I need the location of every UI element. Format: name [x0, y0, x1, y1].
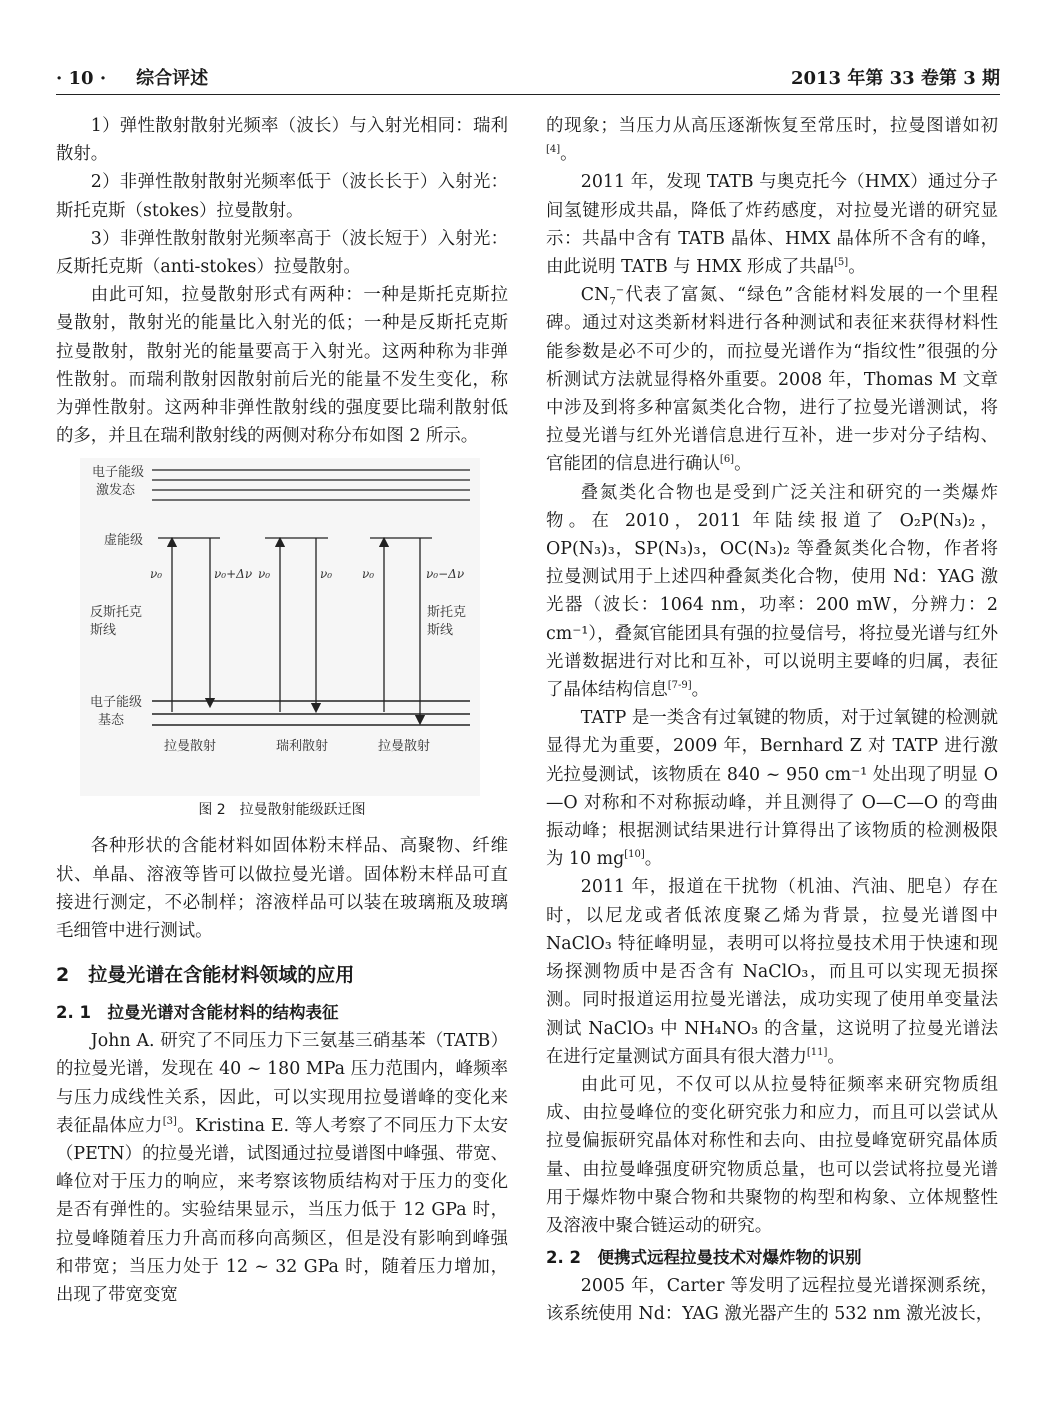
citation: [4]	[546, 144, 561, 156]
text-span: 。	[691, 680, 710, 701]
text-span: 。	[848, 257, 866, 278]
text-span: CN	[580, 285, 610, 306]
paragraph	[56, 1027, 508, 1309]
label-raman-scattering: 拉曼散射	[164, 739, 217, 755]
label-anti-stokes: 反斯托克	[90, 605, 143, 621]
text-span: 。	[560, 144, 578, 165]
citation: [3]	[162, 1116, 177, 1128]
nu0-label: ν₀	[362, 567, 375, 582]
figure-caption: 图 2 拉曼散射能级跃迁图	[198, 802, 366, 819]
label-rayleigh-scattering: 瑞利散射	[276, 739, 329, 755]
label-stokes: 斯托克	[427, 605, 467, 621]
figure-2	[56, 458, 508, 796]
paragraph: 2005 年，Carter 等发明了远程拉曼光谱探测系统，该系统使用 Nd：YAG 激光器产生的 532 nm 激光波长，	[546, 1276, 998, 1325]
left-column	[56, 112, 508, 1309]
label-ground-state: 基态	[98, 713, 125, 729]
nu0-label: ν₀	[150, 567, 163, 582]
label-electronic-level-ground: 电子能级	[90, 695, 143, 711]
text-span: 。	[827, 1046, 845, 1067]
paragraph	[546, 704, 998, 873]
paragraph: 由此可见，不仅可以从拉曼特征频率来研究物质组成、由拉曼峰位的变化研究张力和应力，而且可以尝试从拉曼偏振研究晶体对称性和去向、由拉曼峰宽研究晶体质量、由拉曼峰强度研究物质总量，也可以尝试将拉曼光谱用于爆炸物中聚合物和共聚物的构型和构象、立体规整性及溶液中聚合链运动的研究。	[546, 1074, 998, 1236]
right-column	[546, 112, 998, 1329]
label-electronic-level: 电子能级	[92, 465, 145, 481]
page-header	[56, 58, 1000, 95]
citation: [7-9]	[667, 680, 692, 692]
text-span: 代表了富氮、“绿色”含能材料发展的一个里程碑。通过对这类新材料进行各种测试和表征来获得材料性能参数是必不可少的，而拉曼光谱作为“指纹性”很强的分析测试方法就显得格外重要。2008 年，Thomas M 文章中涉及到将多种富氮类化合物，进行了拉曼光谱测试，将拉曼光谱与红外光谱信息进行互补，进一步对分子结构、官能团的信息进行确认	[546, 285, 998, 475]
text-span: John A. 研究了不同压力下三氨基三硝基苯（TATB）的拉曼光谱，发现在 40 ~ 180 MPa 压力范围内，峰频率与压力成线性关系，因此，可以实现用拉曼谱峰的变化来表征晶体应力	[56, 1031, 508, 1136]
nu-plus-label: ν₀+Δν	[214, 567, 253, 582]
citation: [5]	[834, 257, 849, 269]
paragraph: 各种形状的含能材料如固体粉末样品、高聚物、纤维状、单晶、溶液等皆可以做拉曼光谱。固体粉末样品可直接进行测定，不必制样；溶液样品可以装在玻璃瓶及玻璃毛细管中进行测试。	[56, 836, 508, 942]
subsection-heading: 2. 1 拉曼光谱对含能材料的结构表征	[56, 1003, 339, 1023]
subsection-heading: 2. 2 便携式远程拉曼技术对爆炸物的识别	[546, 1248, 862, 1268]
paragraph: 由此可知，拉曼散射形式有两种：一种是斯托克斯拉曼散射，散射光的能量比入射光的低；一种是反斯托克斯拉曼散射，散射光的能量要高于入射光。这两种称为非弹性散射。而瑞利散射因散射前后光的能量不发生变化，称为弹性散射。这两种非弹性散射线的强度要比瑞利散射低的多，并且在瑞利散射线的两侧对称分布如图 2 所示。	[56, 285, 508, 447]
text-span: 。	[644, 849, 663, 870]
label-excited-state: 激发态	[96, 483, 136, 499]
label-anti-stokes-line: 斯线	[90, 623, 117, 639]
text-span: TATP 是一类含有过氧键的物质，对于过氧键的检测就显得尤为重要，2009 年，Bernhard Z 对 TATP 进行激光拉曼测试，该物质在 840 ~ 950 cm⁻¹ 处出现了明显 O—O 对称和不对称振动峰，并且测得了 O—C—O 的弯曲振动峰；根据测试结果进行计算得出了该物质的检测极限为 10 mg	[546, 708, 998, 870]
superscript: −	[615, 285, 625, 297]
citation: [6]	[719, 454, 735, 466]
nu0-label: ν₀	[258, 567, 271, 582]
page-number: · 10 ·	[56, 68, 107, 89]
label-stokes-line: 斯线	[427, 623, 454, 639]
text-span: 2011 年，报道在干扰物（机油、汽油、肥皂）存在时，以尼龙或者低浓度聚乙烯为背景，拉曼光谱图中 NaClO₃ 特征峰明显，表明可以将拉曼技术用于快速和现场探测物质中是否含有 NaClO₃，而且可以实现无损探测。同时报道运用拉曼光谱法，成功实现了使用单变量法测试 NaClO₃ 中 NH₄NO₃ 的含量，这说明了拉曼光谱法在进行定量测试方面具有很大潜力	[546, 877, 998, 1067]
subscript: 7	[609, 296, 616, 308]
section-title: 综合评述	[136, 68, 209, 89]
header-left	[56, 64, 208, 90]
text-span: 。	[734, 454, 752, 475]
paragraph	[546, 479, 998, 705]
text-span: 叠氮类化合物也是受到广泛关注和研究的一类爆炸物。在 2010，2011 年陆续报道了 O₂P(N₃)₂，OP(N₃)₃，SP(N₃)₃，OC(N₃)₂ 等叠氮类化合物，作者将拉曼测试用于上述四种叠氮类化合物，使用 Nd：YAG 激光器（波长：1064 nm，功率：200 mW，分辨力：2 cm⁻¹），叠氮官能团具有强的拉曼信号，将拉曼光谱与红外光谱数据进行对比和互补，可以说明主要峰的归属，表征了晶体结构信息	[546, 482, 998, 701]
paragraph: 2）非弹性散射散射光频率低于（波长长于）入射光：斯托克斯（stokes）拉曼散射。	[56, 172, 508, 221]
paragraph	[546, 168, 998, 281]
text-span: 的现象；当压力从高压逐渐恢复至常压时，拉曼图谱如初	[546, 116, 998, 136]
citation: [10]	[624, 849, 645, 861]
text-span: 2011 年，发现 TATB 与奥克托今（HMX）通过分子间氢键形成共晶，降低了炸药感度，对拉曼光谱的研究显示：共晶中含有 TATB 晶体、HMX 晶体所不含有的峰，由此说明 TATB 与 HMX 形成了共晶	[546, 172, 998, 278]
section-heading: 2 拉曼光谱在含能材料领域的应用	[56, 964, 355, 987]
label-raman-scattering: 拉曼散射	[378, 739, 431, 755]
nu0-label: ν₀	[320, 567, 333, 582]
citation: [11]	[806, 1046, 828, 1058]
text-span: 。Kristina E. 等人考察了不同压力下太安（PETN）的拉曼光谱，试图通过拉曼谱图中峰强、带宽、峰位对于压力的响应，来考察该物质结构对于压力的变化是否有弹性的。实验结果显示，当压力低于 12 GPa 时，拉曼峰随着压力升高而移向高频区，但是没有影响到峰强和带宽；当压力处于 12 ~ 32 GPa 时，随着压力增加，出现了带宽变宽	[56, 1115, 508, 1306]
journal-issue: 2013 年第 33 卷第 3 期	[790, 68, 1000, 89]
paragraph	[546, 873, 998, 1070]
label-virtual-level: 虚能级	[104, 533, 144, 549]
paragraph: 3）非弹性散射散射光频率高于（波长短于）入射光：反斯托克斯（anti-stokes）拉曼散射。	[56, 228, 508, 278]
nu-minus-label: ν₀−Δν	[426, 567, 465, 582]
paragraph: 1）弹性散射散射光频率（波长）与入射光相同：瑞利散射。	[56, 116, 508, 165]
paragraph	[546, 112, 998, 168]
paragraph	[546, 281, 998, 478]
raman-energy-diagram	[80, 458, 480, 796]
